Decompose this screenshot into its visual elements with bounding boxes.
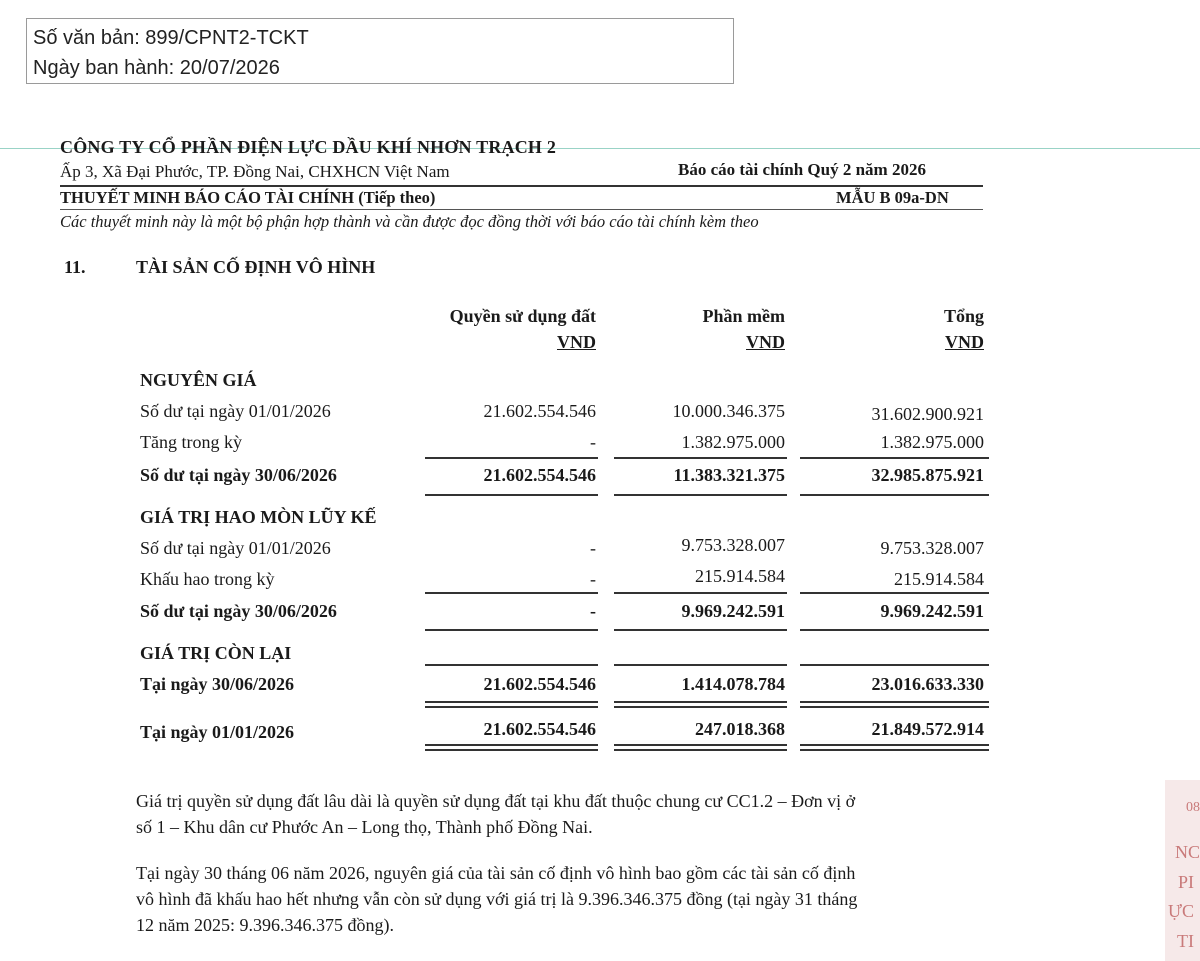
double-rule (425, 706, 598, 708)
group-title-net: GIÁ TRỊ CÒN LẠI (140, 643, 292, 663)
total-rule (800, 494, 989, 496)
total-rule (425, 494, 598, 496)
seal-fragment: 08 (1186, 800, 1200, 815)
cell-value: 11.383.321.375 (673, 465, 785, 485)
row-label: Số dư tại ngày 01/01/2026 (140, 538, 331, 558)
cell-value: 9.753.328.007 (681, 535, 785, 555)
cell-value: 21.602.554.546 (483, 465, 596, 485)
cell-value: 21.602.554.546 (483, 719, 596, 739)
cell-value: 21.602.554.546 (483, 401, 596, 421)
row-label: Tăng trong kỳ (140, 432, 242, 452)
cell-value: 21.602.554.546 (483, 674, 596, 694)
row-label: Số dư tại ngày 30/06/2026 (140, 465, 337, 485)
double-rule (614, 744, 787, 746)
net-top-rule (800, 664, 989, 666)
seal-fragment: NC (1174, 842, 1200, 862)
company-name: CÔNG TY CỔ PHẦN ĐIỆN LỰC DẦU KHÍ NHƠN TRẠCH 2 (60, 137, 557, 157)
cell-value: 247.018.368 (695, 719, 785, 739)
cell-value: 1.382.975.000 (681, 432, 785, 452)
cell-value: 215.914.584 (894, 569, 984, 589)
paragraph-line: Tại ngày 30 tháng 06 năm 2026, nguyên giá của tài sản cố định vô hình bao gồm các tài sản cố định (136, 863, 856, 883)
cell-value: - (590, 432, 596, 452)
total-rule (800, 629, 989, 631)
form-code: MẪU B 09a-DN (836, 188, 949, 207)
double-rule (800, 701, 989, 703)
notes-subtitle: Các thuyết minh này là một bộ phận hợp thành và cần được đọc đồng thời với báo cáo tài chính kèm theo (60, 212, 759, 231)
column-header-total: Tổng (943, 306, 984, 326)
cell-value: 10.000.346.375 (672, 401, 785, 421)
seal-fragment: ỰC (1168, 901, 1194, 921)
subtotal-rule (614, 457, 787, 459)
group-title-amortization: GIÁ TRỊ HAO MÒN LŨY KẾ (140, 507, 377, 527)
cell-value: 9.969.242.591 (681, 601, 785, 621)
cell-value: 9.753.328.007 (880, 538, 984, 558)
net-top-rule (614, 664, 787, 666)
column-header-software: Phần mềm (702, 306, 785, 326)
row-label: Tại ngày 01/01/2026 (140, 722, 295, 742)
document-number: Số văn bản: 899/CPNT2-TCKT (33, 27, 309, 49)
subtotal-rule (800, 592, 989, 594)
double-rule (614, 706, 787, 708)
double-rule (800, 706, 989, 708)
seal-fragment: PI (1177, 872, 1194, 892)
double-rule (425, 744, 598, 746)
subtotal-rule (425, 457, 598, 459)
seal-fragment: TI (1177, 931, 1194, 951)
cell-value: 215.914.584 (695, 566, 785, 586)
total-rule (425, 629, 598, 631)
subtotal-rule (425, 592, 598, 594)
column-unit-total: VND (945, 332, 984, 352)
cell-value: - (590, 538, 596, 558)
double-rule (425, 701, 598, 703)
total-rule (614, 629, 787, 631)
cell-value: 9.969.242.591 (880, 601, 984, 621)
company-address: Ấp 3, Xã Đại Phước, TP. Đồng Nai, CHXHCN Việt Nam (60, 162, 450, 181)
row-label: Tại ngày 30/06/2026 (140, 674, 295, 694)
paragraph-line: Giá trị quyền sử dụng đất lâu dài là quyền sử dụng đất tại khu đất thuộc chung cư CC1.2 – Đơn vị ở (136, 791, 856, 811)
cell-value: 1.414.078.784 (681, 674, 785, 694)
column-unit-software: VND (746, 332, 785, 352)
paragraph-line: 12 năm 2025: 9.396.346.375 đồng). (136, 915, 394, 935)
issue-date: Ngày ban hành: 20/07/2026 (33, 57, 280, 79)
subtotal-rule (614, 592, 787, 594)
document-stamp-box (26, 18, 734, 84)
cell-value: 31.602.900.921 (871, 404, 984, 424)
double-rule (425, 749, 598, 751)
column-unit-land: VND (557, 332, 596, 352)
subtotal-rule (800, 457, 989, 459)
cell-value: - (590, 569, 596, 589)
paragraph-line: số 1 – Khu dân cư Phước An – Long thọ, Thành phố Đồng Nai. (136, 817, 593, 837)
paragraph-line: vô hình đã khấu hao hết nhưng vẫn còn sử dụng với giá trị là 9.396.346.375 đồng (tại ngày 31 tháng (136, 889, 858, 909)
section-title: TÀI SẢN CỐ ĐỊNH VÔ HÌNH (136, 257, 376, 277)
notes-title: THUYẾT MINH BÁO CÁO TÀI CHÍNH (Tiếp theo) (60, 188, 436, 207)
cell-value: - (590, 601, 596, 621)
cell-value: 21.849.572.914 (871, 719, 984, 739)
cell-value: 23.016.633.330 (871, 674, 984, 694)
net-top-rule (425, 664, 598, 666)
report-title: Báo cáo tài chính Quý 2 năm 2026 (678, 160, 926, 179)
section-number: 11. (64, 257, 86, 277)
cell-value: 32.985.875.921 (871, 465, 984, 485)
header-rule-2 (60, 209, 983, 210)
group-title-cost: NGUYÊN GIÁ (140, 370, 257, 390)
double-rule (614, 749, 787, 751)
cell-value: 1.382.975.000 (880, 432, 984, 452)
total-rule (614, 494, 787, 496)
double-rule (614, 701, 787, 703)
row-label: Số dư tại ngày 01/01/2026 (140, 401, 331, 421)
row-label: Số dư tại ngày 30/06/2026 (140, 601, 337, 621)
header-rule (60, 185, 983, 187)
column-header-land: Quyền sử dụng đất (449, 306, 596, 326)
double-rule (800, 749, 989, 751)
double-rule (800, 744, 989, 746)
row-label: Khấu hao trong kỳ (140, 569, 275, 589)
